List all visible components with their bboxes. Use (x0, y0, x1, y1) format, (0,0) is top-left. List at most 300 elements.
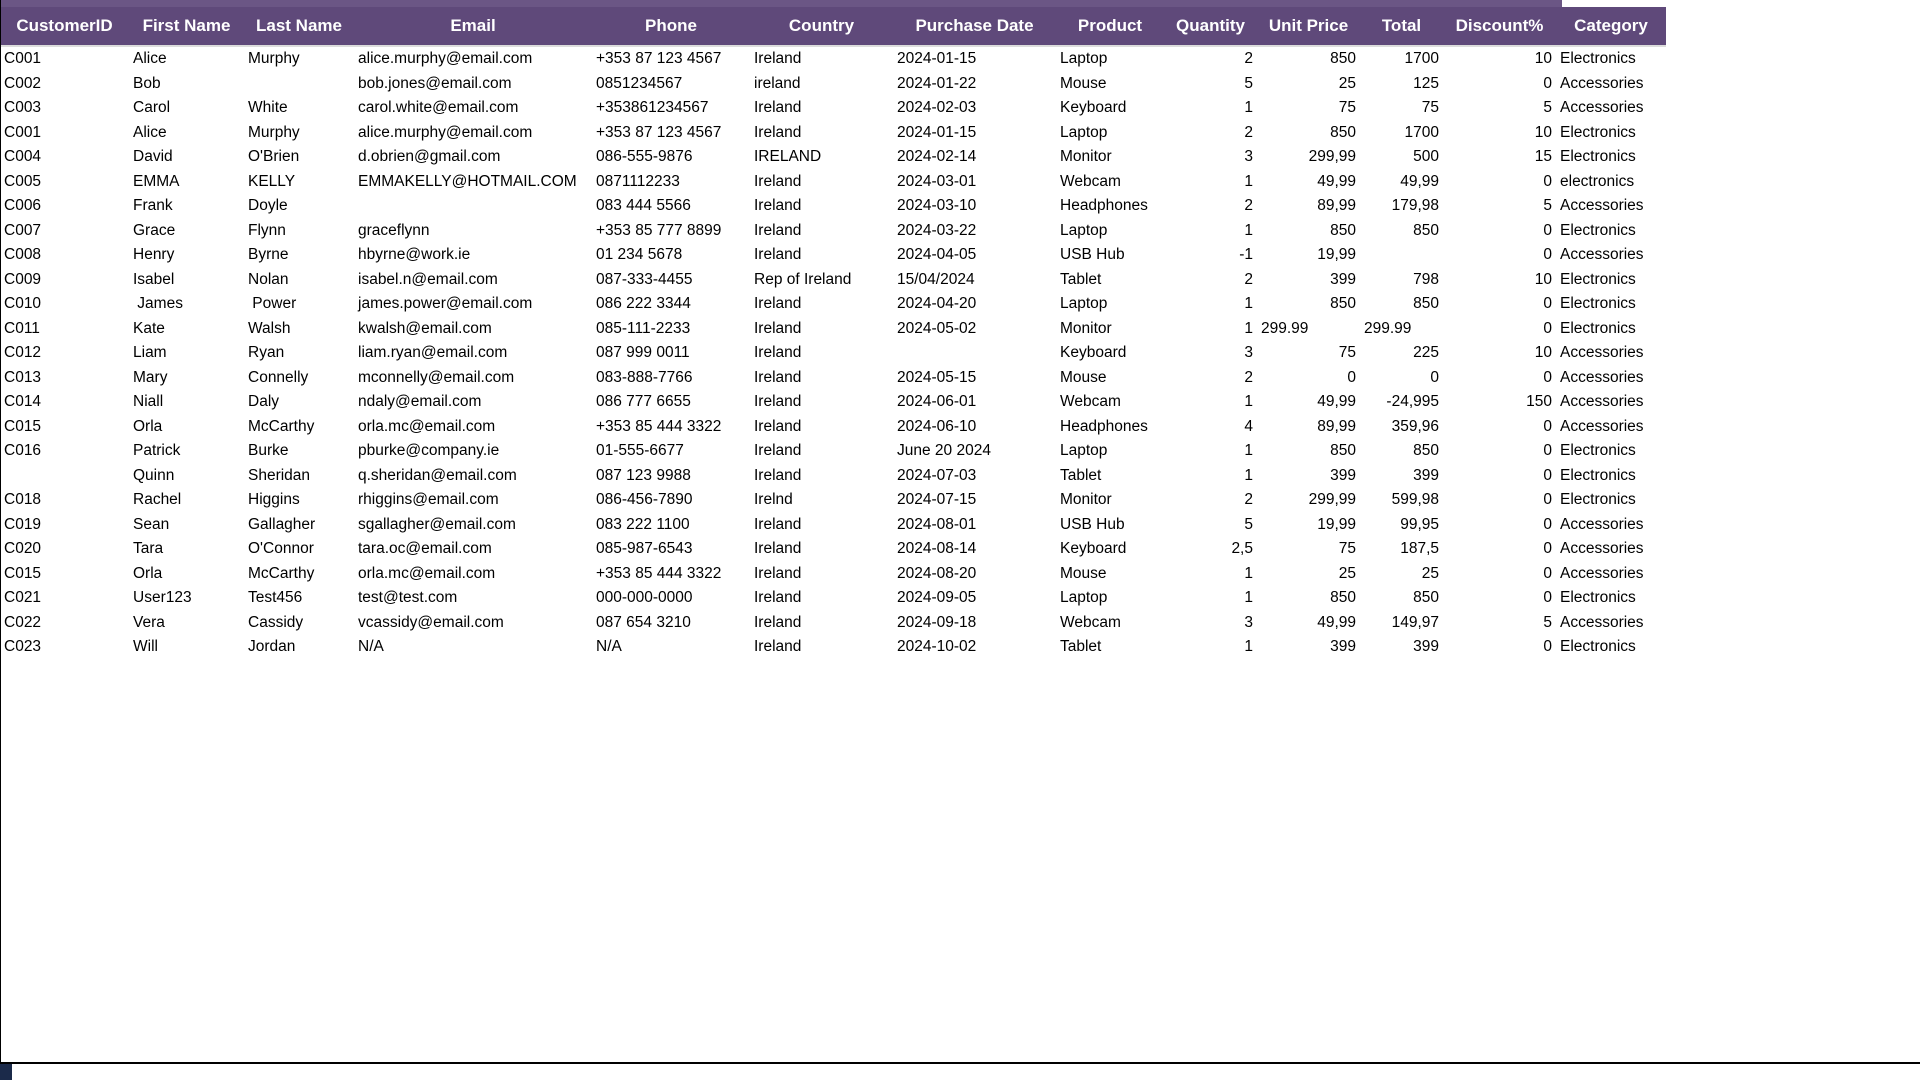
cell[interactable]: 10 (1534, 50, 1552, 67)
cell[interactable] (1360, 243, 1443, 268)
cell[interactable]: 10 (1534, 344, 1552, 361)
cell[interactable]: C013 (4, 368, 42, 386)
cell[interactable]: Accessories (1560, 99, 1644, 116)
column-header-country[interactable]: Country (750, 7, 893, 46)
cell[interactable]: bob.jones@email.com (358, 74, 512, 92)
cell[interactable]: N/A (596, 638, 622, 655)
cell[interactable]: 359,96 (1391, 417, 1439, 435)
cell[interactable]: mconnelly@email.com (358, 368, 515, 386)
cell[interactable]: 085-111-2233 (596, 319, 691, 337)
cell[interactable]: 1700 (1404, 123, 1439, 141)
cell[interactable]: graceflynn (358, 221, 430, 239)
cell[interactable]: Laptop (1060, 442, 1108, 459)
cell[interactable]: Accessories (1560, 246, 1644, 263)
cell[interactable]: Ireland (754, 442, 802, 459)
cell[interactable]: Ireland (754, 515, 802, 533)
cell[interactable]: Carol (133, 99, 171, 116)
cell[interactable]: Mary (133, 368, 168, 386)
cell[interactable]: C012 (4, 344, 42, 361)
cell[interactable]: Ireland (754, 613, 802, 631)
cell[interactable]: 5 (1543, 613, 1552, 631)
cell[interactable]: 49,99 (1317, 172, 1356, 190)
cell[interactable]: electronics (1560, 172, 1635, 190)
cell[interactable]: carol.white@email.com (358, 99, 519, 116)
cell[interactable]: 89,99 (1317, 417, 1356, 435)
cell[interactable]: 850 (1330, 221, 1356, 239)
cell[interactable]: C011 (4, 319, 40, 337)
cell[interactable]: 0 (1543, 491, 1552, 508)
cell[interactable]: Nolan (248, 270, 289, 288)
cell[interactable]: liam.ryan@email.com (358, 344, 508, 361)
cell[interactable]: 0 (1543, 589, 1552, 606)
cell[interactable]: Ireland (754, 99, 802, 116)
cell[interactable]: Accessories (1560, 564, 1644, 582)
column-header-phone[interactable]: Phone (592, 7, 750, 46)
cell[interactable]: 1 (1244, 295, 1253, 312)
cell[interactable]: 2024-02-03 (897, 99, 977, 116)
cell[interactable]: 2024-08-01 (897, 515, 977, 533)
cell[interactable]: Tablet (1060, 270, 1102, 288)
cell[interactable]: 0 (1430, 368, 1439, 386)
cell[interactable]: Ireland (754, 172, 802, 190)
cell[interactable]: 0 (1543, 638, 1552, 655)
cell[interactable]: Electronics (1560, 295, 1636, 312)
cell[interactable]: 2024-01-15 (897, 123, 977, 141)
cell[interactable]: Test456 (248, 589, 303, 606)
cell[interactable] (354, 194, 592, 219)
cell[interactable]: Laptop (1060, 589, 1108, 606)
cell[interactable]: 2 (1244, 50, 1253, 67)
cell[interactable]: 3 (1244, 613, 1253, 631)
cell[interactable]: ireland (754, 74, 801, 92)
cell[interactable]: Higgins (248, 491, 300, 508)
cell[interactable]: Connelly (248, 368, 309, 386)
cell[interactable]: james.power@email.com (358, 295, 533, 312)
cell[interactable]: 087 123 9988 (596, 466, 691, 484)
column-header-total[interactable]: Total (1360, 7, 1443, 46)
cell[interactable]: Accessories (1560, 540, 1644, 557)
cell[interactable]: 599,98 (1391, 491, 1439, 508)
cell[interactable]: C019 (4, 515, 42, 533)
cell[interactable]: 75 (1338, 540, 1356, 557)
cell[interactable]: 850 (1413, 442, 1439, 459)
cell[interactable]: 0 (1543, 515, 1552, 533)
cell[interactable]: 399 (1413, 638, 1439, 655)
cell[interactable]: Ireland (754, 638, 802, 655)
cell[interactable]: vcassidy@email.com (358, 613, 504, 631)
cell[interactable]: 850 (1330, 589, 1356, 606)
cell[interactable]: 187,5 (1400, 540, 1439, 557)
cell[interactable]: 0 (1543, 246, 1552, 263)
cell[interactable]: +353 85 444 3322 (596, 417, 722, 435)
cell[interactable]: 49,99 (1317, 393, 1356, 410)
cell[interactable]: Mouse (1060, 74, 1107, 92)
cell[interactable]: Kate (133, 319, 165, 337)
cell[interactable]: Webcam (1060, 393, 1121, 410)
cell[interactable]: Rep of Ireland (754, 270, 852, 288)
cell[interactable]: Doyle (248, 197, 288, 214)
column-header-email[interactable]: Email (354, 7, 592, 46)
cell[interactable]: C015 (4, 417, 42, 435)
cell[interactable]: 2 (1244, 491, 1253, 508)
cell[interactable]: 25 (1421, 564, 1439, 582)
cell[interactable]: N/A (358, 638, 384, 655)
column-header-customerid[interactable]: CustomerID (0, 7, 129, 46)
cell[interactable]: Murphy (248, 50, 300, 67)
cell[interactable]: 2024-04-05 (897, 246, 977, 263)
column-header-purchase-date[interactable]: Purchase Date (893, 7, 1056, 46)
cell[interactable]: alice.murphy@email.com (358, 50, 533, 67)
cell[interactable]: Ireland (754, 123, 802, 141)
cell[interactable]: 0871112233 (596, 172, 680, 190)
cell[interactable]: Isabel (133, 270, 175, 288)
cell[interactable]: Ireland (754, 564, 802, 582)
cell[interactable]: 2024-08-20 (897, 564, 977, 582)
cell[interactable]: -24,995 (1386, 393, 1439, 410)
cell[interactable]: 0 (1543, 417, 1552, 435)
cell[interactable]: ndaly@email.com (358, 393, 482, 410)
cell[interactable]: +353861234567 (596, 99, 709, 116)
cell[interactable]: USB Hub (1060, 246, 1125, 263)
cell[interactable]: 0 (1543, 564, 1552, 582)
cell[interactable]: Electronics (1560, 270, 1636, 288)
cell[interactable]: 087 999 0011 (596, 344, 690, 361)
cell[interactable]: -1 (1239, 246, 1253, 263)
cell[interactable]: 2024-02-14 (897, 148, 977, 165)
cell[interactable]: C018 (4, 491, 42, 508)
cell[interactable]: 850 (1330, 442, 1356, 459)
cell[interactable]: 399 (1330, 270, 1356, 288)
cell[interactable]: James (133, 295, 183, 312)
cell[interactable]: O'Connor (248, 540, 314, 557)
cell[interactable]: Ireland (754, 344, 802, 361)
cell[interactable]: 2024-05-15 (897, 368, 977, 386)
cell[interactable]: KELLY (248, 172, 296, 190)
cell[interactable]: 2 (1244, 270, 1253, 288)
cell[interactable]: C001 (4, 123, 42, 141)
cell[interactable]: 1 (1244, 638, 1253, 655)
cell[interactable]: 15/04/2024 (897, 270, 975, 288)
cell[interactable]: 850 (1330, 123, 1356, 141)
cell[interactable]: 1700 (1404, 50, 1439, 67)
cell[interactable]: Byrne (248, 246, 289, 263)
cell[interactable]: Tara (133, 540, 164, 557)
cell[interactable]: Keyboard (1060, 540, 1127, 557)
cell[interactable]: Monitor (1060, 319, 1112, 337)
cell[interactable]: 10 (1534, 123, 1552, 141)
cell[interactable]: 299.99 (1261, 319, 1309, 337)
cell[interactable]: 1 (1244, 319, 1253, 337)
cell[interactable]: 086-555-9876 (596, 148, 693, 165)
cell[interactable]: 2 (1244, 197, 1253, 214)
cell[interactable]: Vera (133, 613, 165, 631)
cell[interactable]: Rachel (133, 491, 182, 508)
cell[interactable]: EMMAKELLY@HOTMAIL.COM (358, 172, 577, 190)
cell[interactable]: 2024-03-22 (897, 221, 977, 239)
cell[interactable]: 0 (1543, 466, 1552, 484)
cell[interactable]: C005 (4, 172, 42, 190)
cell[interactable]: 083 222 1100 (596, 515, 690, 533)
cell[interactable]: David (133, 148, 173, 165)
cell[interactable]: C022 (4, 613, 42, 631)
cell[interactable]: 99,95 (1400, 515, 1439, 533)
cell[interactable]: C014 (4, 393, 42, 410)
cell[interactable]: 085-987-6543 (596, 540, 693, 557)
cell[interactable]: 89,99 (1317, 197, 1356, 214)
cell[interactable]: Power (248, 295, 297, 312)
cell[interactable]: 299.99 (1364, 319, 1412, 337)
cell[interactable]: +353 85 444 3322 (596, 564, 722, 582)
cell[interactable]: C020 (4, 540, 42, 557)
cell[interactable]: Ireland (754, 221, 802, 239)
cell[interactable]: rhiggins@email.com (358, 491, 499, 508)
cell[interactable]: 1 (1244, 99, 1253, 116)
cell[interactable]: Patrick (133, 442, 181, 459)
cell[interactable]: 3 (1244, 148, 1253, 165)
cell[interactable]: 2024-09-05 (897, 589, 977, 606)
cell[interactable]: C010 (4, 295, 42, 312)
cell[interactable]: 0851234567 (596, 74, 683, 92)
cell[interactable]: Laptop (1060, 50, 1108, 67)
cell[interactable]: 850 (1330, 50, 1356, 67)
cell[interactable]: isabel.n@email.com (358, 270, 498, 288)
cell[interactable]: Keyboard (1060, 99, 1127, 116)
column-header-last-name[interactable]: Last Name (244, 7, 354, 46)
cell[interactable] (893, 341, 1056, 366)
cell[interactable]: Accessories (1560, 344, 1644, 361)
column-header-discount-[interactable]: Discount% (1443, 7, 1556, 46)
cell[interactable]: Webcam (1060, 172, 1121, 190)
cell[interactable]: 3 (1244, 344, 1253, 361)
cell[interactable]: C001 (4, 50, 42, 67)
cell[interactable]: hbyrne@work.ie (358, 246, 471, 263)
cell[interactable]: 850 (1413, 221, 1439, 239)
cell[interactable] (0, 464, 129, 489)
cell[interactable]: Electronics (1560, 221, 1636, 239)
cell[interactable]: C008 (4, 246, 42, 263)
cell[interactable]: Grace (133, 221, 176, 239)
cell[interactable]: 0 (1543, 540, 1552, 557)
cell[interactable]: 01 234 5678 (596, 246, 683, 263)
cell[interactable]: Monitor (1060, 491, 1112, 508)
cell[interactable]: Accessories (1560, 393, 1644, 410)
cell[interactable]: Will (133, 638, 158, 655)
cell[interactable]: Accessories (1560, 417, 1644, 435)
cell[interactable]: 0 (1543, 442, 1552, 459)
cell[interactable]: Accessories (1560, 197, 1644, 214)
cell[interactable]: kwalsh@email.com (358, 319, 492, 337)
cell[interactable]: 850 (1413, 589, 1439, 606)
cell[interactable]: 086-456-7890 (596, 491, 693, 508)
cell[interactable]: 399 (1330, 638, 1356, 655)
cell[interactable]: 2 (1244, 368, 1253, 386)
cell[interactable]: Electronics (1560, 50, 1636, 67)
cell[interactable]: Tablet (1060, 466, 1102, 484)
cell[interactable]: Laptop (1060, 295, 1108, 312)
cell[interactable]: IRELAND (754, 148, 822, 165)
cell[interactable]: Burke (248, 442, 289, 459)
cell[interactable]: McCarthy (248, 564, 315, 582)
cell[interactable]: Sean (133, 515, 170, 533)
cell[interactable]: orla.mc@email.com (358, 417, 496, 435)
cell[interactable]: 1 (1244, 589, 1253, 606)
cell[interactable]: Daly (248, 393, 280, 410)
cell[interactable]: q.sheridan@email.com (358, 466, 517, 484)
cell[interactable]: 2024-07-03 (897, 466, 977, 484)
cell[interactable]: 399 (1330, 466, 1356, 484)
cell[interactable]: 1 (1244, 221, 1253, 239)
cell[interactable]: 299,99 (1308, 491, 1356, 508)
cell[interactable]: 0 (1543, 295, 1552, 312)
cell[interactable]: Electronics (1560, 491, 1636, 508)
cell[interactable]: 0 (1543, 221, 1552, 239)
cell[interactable]: 0 (1543, 172, 1552, 190)
cell[interactable]: 1 (1244, 564, 1253, 582)
cell[interactable]: Jordan (248, 638, 296, 655)
cell[interactable]: Mouse (1060, 564, 1107, 582)
cell[interactable]: EMMA (133, 172, 180, 190)
cell[interactable]: 10 (1534, 270, 1552, 288)
cell[interactable]: 1 (1244, 442, 1253, 459)
cell[interactable]: tara.oc@email.com (358, 540, 492, 557)
cell[interactable]: orla.mc@email.com (358, 564, 496, 582)
cell[interactable]: Accessories (1560, 515, 1644, 533)
cell[interactable]: 5 (1244, 515, 1253, 533)
cell[interactable]: C021 (4, 589, 42, 606)
cell[interactable]: 4 (1244, 417, 1253, 435)
cell[interactable]: Henry (133, 246, 175, 263)
cell[interactable]: Mouse (1060, 368, 1107, 386)
cell[interactable]: 2024-06-01 (897, 393, 977, 410)
cell[interactable]: C002 (4, 74, 42, 92)
cell[interactable]: 2,5 (1231, 540, 1253, 557)
cell[interactable]: Bob (133, 74, 161, 92)
cell[interactable]: Ireland (754, 589, 802, 606)
cell[interactable]: 2024-01-15 (897, 50, 977, 67)
cell[interactable]: 1 (1244, 393, 1253, 410)
cell[interactable]: C007 (4, 221, 42, 239)
cell[interactable]: Tablet (1060, 638, 1102, 655)
cell[interactable]: Alice (133, 50, 167, 67)
cell[interactable]: 25 (1338, 74, 1356, 92)
cell[interactable]: 2024-10-02 (897, 638, 977, 655)
cell[interactable]: Irelnd (754, 491, 793, 508)
cell[interactable]: 49,99 (1317, 613, 1356, 631)
cell[interactable]: Laptop (1060, 221, 1108, 239)
cell[interactable]: Accessories (1560, 613, 1644, 631)
column-header-unit-price[interactable]: Unit Price (1257, 7, 1360, 46)
cell[interactable]: Accessories (1560, 368, 1644, 386)
cell[interactable]: Laptop (1060, 123, 1108, 141)
cell[interactable]: Ireland (754, 368, 802, 386)
cell[interactable]: Accessories (1560, 74, 1644, 92)
cell[interactable]: 19,99 (1317, 246, 1356, 263)
cell[interactable]: C003 (4, 99, 42, 116)
cell[interactable]: 5 (1244, 74, 1253, 92)
cell[interactable]: Ireland (754, 246, 802, 263)
cell[interactable]: 19,99 (1317, 515, 1356, 533)
cell[interactable]: Ryan (248, 344, 285, 361)
cell[interactable]: Electronics (1560, 589, 1636, 606)
cell[interactable]: 0 (1543, 368, 1552, 386)
cell[interactable]: sgallagher@email.com (358, 515, 516, 533)
cell[interactable]: O'Brien (248, 148, 300, 165)
cell[interactable]: 1 (1244, 466, 1253, 484)
cell[interactable]: 0 (1543, 74, 1552, 92)
cell[interactable]: 850 (1413, 295, 1439, 312)
cell[interactable]: Orla (133, 564, 163, 582)
cell[interactable]: Monitor (1060, 148, 1112, 165)
cell[interactable]: 083 444 5566 (596, 197, 691, 214)
cell[interactable]: Ireland (754, 319, 802, 337)
cell[interactable]: 15 (1534, 148, 1552, 165)
cell[interactable]: 2024-09-18 (897, 613, 977, 631)
cell[interactable]: 2024-06-10 (897, 417, 977, 435)
cell[interactable]: Headphones (1060, 417, 1148, 435)
cell[interactable]: Electronics (1560, 123, 1636, 141)
cell[interactable]: 0 (1347, 368, 1356, 386)
cell[interactable]: Liam (133, 344, 167, 361)
cell[interactable]: Ireland (754, 393, 802, 410)
cell[interactable]: USB Hub (1060, 515, 1125, 533)
cell[interactable]: C016 (4, 442, 42, 459)
cell[interactable]: 083-888-7766 (596, 368, 693, 386)
cell[interactable]: 000-000-0000 (596, 589, 693, 606)
cell[interactable]: 149,97 (1391, 613, 1439, 631)
cell[interactable]: +353 87 123 4567 (596, 50, 722, 67)
cell[interactable]: d.obrien@gmail.com (358, 148, 501, 165)
cell[interactable]: Orla (133, 417, 163, 435)
cell[interactable]: C004 (4, 148, 42, 165)
cell[interactable]: 086 222 3344 (596, 295, 691, 312)
cell[interactable]: White (248, 99, 288, 116)
cell[interactable]: Ireland (754, 466, 802, 484)
cell[interactable]: 2024-08-14 (897, 540, 977, 557)
cell[interactable]: +353 85 777 8899 (596, 221, 722, 239)
cell[interactable]: 299,99 (1308, 148, 1356, 165)
cell[interactable]: 179,98 (1391, 197, 1439, 214)
cell[interactable]: Electronics (1560, 148, 1636, 165)
cell[interactable]: Electronics (1560, 638, 1636, 655)
cell[interactable]: June 20 2024 (897, 442, 991, 459)
cell[interactable] (244, 72, 354, 97)
cell[interactable]: Sheridan (248, 466, 311, 484)
cell[interactable]: 2024-03-01 (897, 172, 977, 190)
column-header-product[interactable]: Product (1056, 7, 1164, 46)
cell[interactable]: 75 (1421, 99, 1439, 116)
cell[interactable]: Gallagher (248, 515, 316, 533)
cell[interactable]: C009 (4, 270, 42, 288)
cell[interactable]: Niall (133, 393, 164, 410)
cell[interactable]: 2024-03-10 (897, 197, 977, 214)
cell[interactable]: Flynn (248, 221, 286, 239)
cell[interactable]: Ireland (754, 197, 802, 214)
cell[interactable]: Quinn (133, 466, 175, 484)
cell[interactable]: 087-333-4455 (596, 270, 693, 288)
column-header-quantity[interactable]: Quantity (1164, 7, 1257, 46)
cell[interactable]: 2024-05-02 (897, 319, 977, 337)
cell[interactable]: Murphy (248, 123, 300, 141)
cell[interactable]: 399 (1413, 466, 1439, 484)
cell[interactable]: Ireland (754, 540, 802, 557)
cell[interactable]: 25 (1338, 564, 1356, 582)
cell[interactable]: 0 (1543, 319, 1552, 337)
cell[interactable]: Ireland (754, 295, 802, 312)
cell[interactable]: 5 (1543, 197, 1552, 214)
cell[interactable]: test@test.com (358, 589, 458, 606)
cell[interactable]: 75 (1338, 344, 1356, 361)
cell[interactable]: 087 654 3210 (596, 613, 691, 631)
